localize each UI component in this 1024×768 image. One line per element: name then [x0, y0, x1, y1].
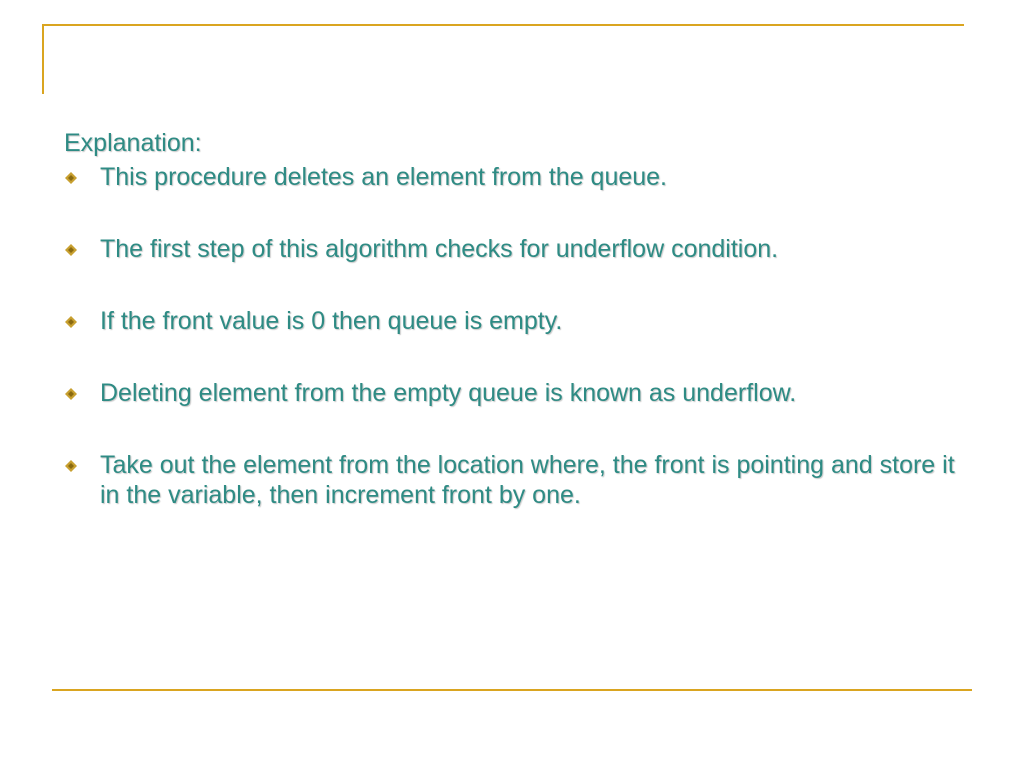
explanation-heading: Explanation:	[64, 129, 202, 157]
bullet-item	[64, 450, 964, 510]
bullet-text: Take out the element from the location where, the front is pointing and store it in the variable, then increment front by one.	[100, 451, 955, 509]
diamond-bullet-icon	[64, 171, 78, 185]
diamond-bullet-icon	[64, 459, 78, 473]
bullet-item	[64, 306, 964, 336]
bullet-text: The first step of this algorithm checks for underflow condition.	[100, 235, 779, 263]
bullet-text: This procedure deletes an element from the queue.	[100, 163, 668, 191]
left-border-line	[42, 24, 44, 94]
bullet-item	[64, 234, 964, 264]
bullet-item	[64, 162, 964, 192]
bullet-text: If the front value is 0 then queue is empty.	[100, 307, 563, 335]
diamond-bullet-icon	[64, 315, 78, 329]
bullet-text: Deleting element from the empty queue is known as underflow.	[100, 379, 797, 407]
bullet-list	[64, 162, 964, 510]
bullet-item	[64, 378, 964, 408]
diamond-bullet-icon	[64, 387, 78, 401]
top-border-line	[42, 24, 964, 26]
bottom-border-line	[52, 689, 972, 691]
diamond-bullet-icon	[64, 243, 78, 257]
slide-content	[64, 128, 964, 552]
